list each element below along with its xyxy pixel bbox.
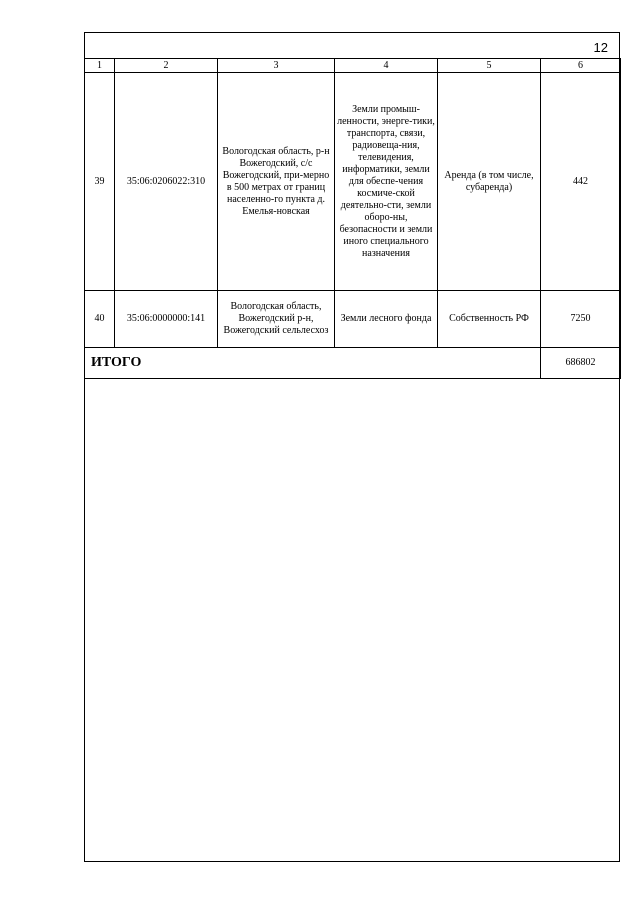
row-number: 40 — [85, 291, 115, 348]
area-cell: 442 — [541, 73, 621, 291]
column-header: 3 — [218, 59, 335, 73]
column-header: 5 — [438, 59, 541, 73]
total-label: ИТОГО — [85, 348, 541, 379]
page-number: 12 — [84, 32, 620, 59]
land-category-cell: Земли промыш-ленности, энерге-тики, транспорта, связи, радиовеща-ния, телевидения, информатики, земли для обеспе-чения космиче-ской деятельно-сти, земли оборо-ны, безопасности и земли иного специального назначения — [335, 73, 438, 291]
total-row — [85, 348, 621, 379]
column-header: 6 — [541, 59, 621, 73]
column-header: 4 — [335, 59, 438, 73]
land-plots-table — [84, 58, 621, 379]
land-category-cell: Земли лесного фонда — [335, 291, 438, 348]
table-row — [85, 291, 621, 348]
right-type-cell: Собственность РФ — [438, 291, 541, 348]
table-header-row — [85, 59, 621, 73]
column-header: 2 — [115, 59, 218, 73]
total-value: 686802 — [541, 348, 621, 379]
location-cell: Вологодская область, р-н Вожегодский, с/с Вожегодский, при-мерно в 500 метрах от границ населенно-го пункта д. Емелья-новская — [218, 73, 335, 291]
right-type-cell: Аренда (в том числе, субаренда) — [438, 73, 541, 291]
cadastral-number: 35:06:0000000:141 — [115, 291, 218, 348]
row-number: 39 — [85, 73, 115, 291]
column-header: 1 — [85, 59, 115, 73]
table-row — [85, 73, 621, 291]
cadastral-number: 35:06:0206022:310 — [115, 73, 218, 291]
area-cell: 7250 — [541, 291, 621, 348]
location-cell: Вологодская область, Вожегодский р-н, Вожегодский сельлесхоз — [218, 291, 335, 348]
